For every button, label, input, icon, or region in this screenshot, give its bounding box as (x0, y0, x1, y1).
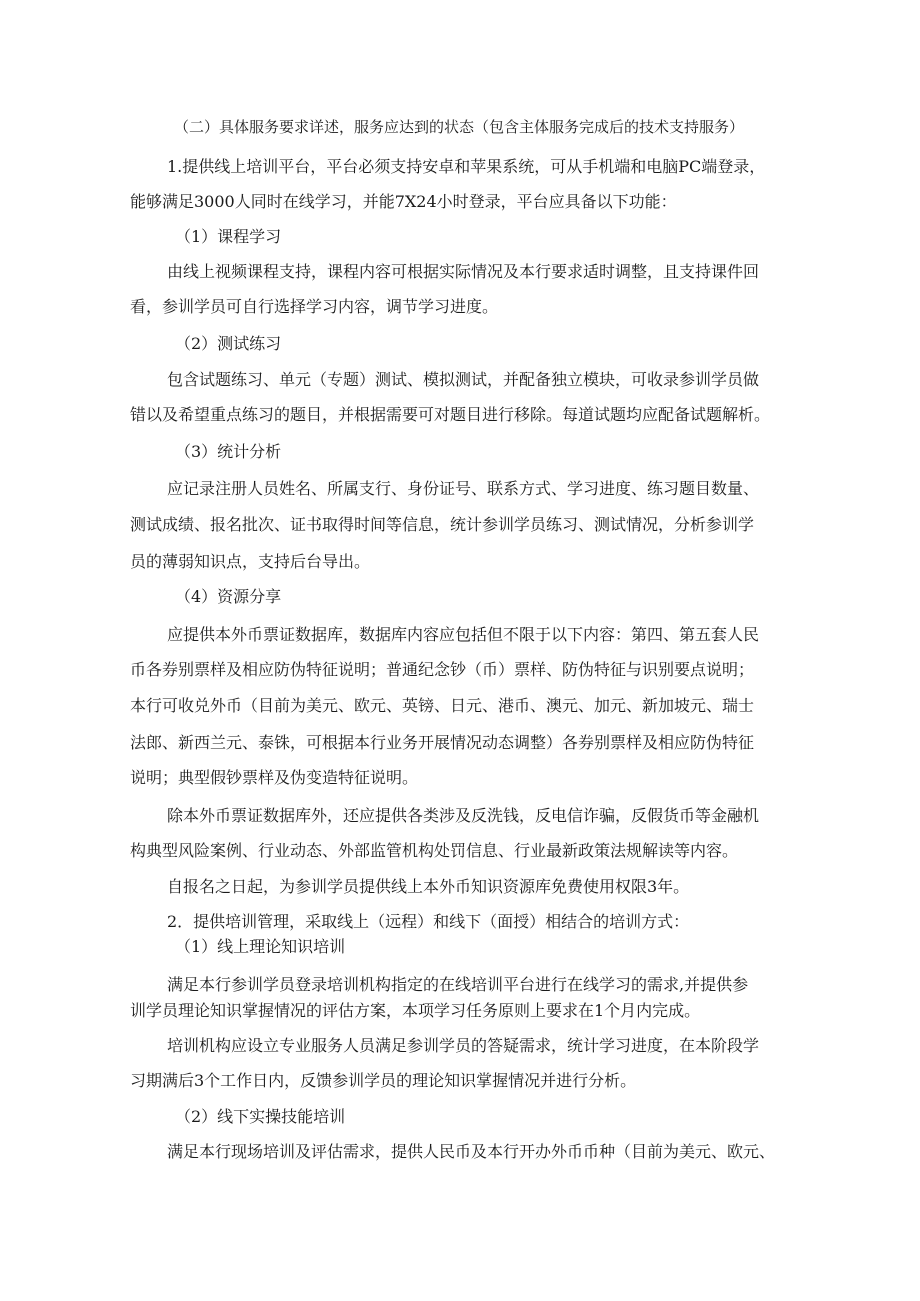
online-para1-line1: 满足本行参训学员登录培训机构指定的在线培训平台进行在线学习的需求,并提供参 (167, 975, 749, 994)
online-para1-line2: 训学员理论知识掌握情况的评估方案，本项学习任务原则上要求在1个月内完成。 (130, 1001, 701, 1020)
offline-line1: 满足本行现场培训及评估需求，提供人民币及本行开办外币币种（目前为美元、欧元、 (167, 1142, 776, 1161)
resource-para1-line5: 说明；典型假钞票样及伪变造特征说明。 (130, 768, 419, 787)
statistics-line3: 员的薄弱知识点，支持后台导出。 (130, 552, 371, 571)
resource-sharing-title: （4）资源分享 (175, 587, 282, 606)
test-practice-title: （2）测试练习 (175, 334, 282, 353)
online-para2-line2: 习期满后3个工作日内，反馈参训学员的理论知识掌握情况并进行分析。 (130, 1071, 637, 1090)
statistics-title: （3）统计分析 (175, 442, 282, 461)
section-heading: （二）具体服务要求详述，服务应达到的状态（包含主体服务完成后的技术支持服务） (174, 118, 745, 136)
online-para2-line1: 培训机构应设立专业服务人员满足参训学员的答疑需求，统计学习进度，在本阶段学 (167, 1036, 760, 1055)
course-learning-title: （1）课程学习 (175, 227, 282, 246)
statistics-line2: 测试成绩、报名批次、证书取得时间等信息，统计参训学员练习、测试情况，分析参训学 (130, 515, 755, 534)
item2-intro: 2．提供培训管理，采取线上（远程）和线下（面授）相结合的培训方式： (167, 912, 690, 931)
course-learning-line1: 由线上视频课程支持，课程内容可根据实际情况及本行要求适时调整，且支持课件回 (167, 262, 760, 281)
online-training-title: （1）线上理论知识培训 (175, 937, 346, 956)
statistics-line1: 应记录注册人员姓名、所属支行、身份证号、联系方式、学习进度、练习题目数量、 (167, 479, 760, 498)
offline-training-title: （2）线下实操技能培训 (175, 1107, 346, 1126)
resource-para1-line1: 应提供本外币票证数据库，数据库内容应包括但不限于以下内容：第四、第五套人民 (167, 625, 760, 644)
resource-para2-line2: 构典型风险案例、行业动态、外部监管机构处罚信息、行业最新政策法规解读等内容。 (130, 841, 739, 860)
item1-intro-line1: 1.提供线上培训平台，平台必须支持安卓和苹果系统，可从手机端和电脑PC端登录， (167, 157, 766, 176)
resource-para1-line4: 法郎、新西兰元、泰铢，可根据本行业务开展情况动态调整）各券别票样及相应防伪特征 (130, 733, 755, 752)
resource-para3-line1: 自报名之日起，为参训学员提供线上本外币知识资源库免费使用权限3年。 (167, 877, 690, 896)
item1-intro-line2: 能够满足3000人同时在线学习，并能7X24小时登录，平台应具备以下功能： (130, 192, 677, 211)
course-learning-line2: 看，参训学员可自行选择学习内容，调节学习进度。 (130, 297, 499, 316)
resource-para1-line2: 币各券别票样及相应防伪特征说明；普通纪念钞（币）票样、防伪特征与识别要点说明； (130, 660, 755, 679)
resource-para2-line1: 除本外币票证数据库外，还应提供各类涉及反洗钱，反电信诈骗，反假货币等金融机 (167, 806, 760, 825)
test-practice-line1: 包含试题练习、单元（专题）测试、模拟测试，并配备独立模块，可收录参训学员做 (167, 370, 760, 389)
resource-para1-line3: 本行可收兑外币（目前为美元、欧元、英镑、日元、港币、澳元、加元、新加坡元、瑞士 (130, 696, 755, 715)
test-practice-line2: 错以及希望重点练习的题目，并根据需要可对题目进行移除。每道试题均应配备试题解析。 (130, 405, 771, 424)
